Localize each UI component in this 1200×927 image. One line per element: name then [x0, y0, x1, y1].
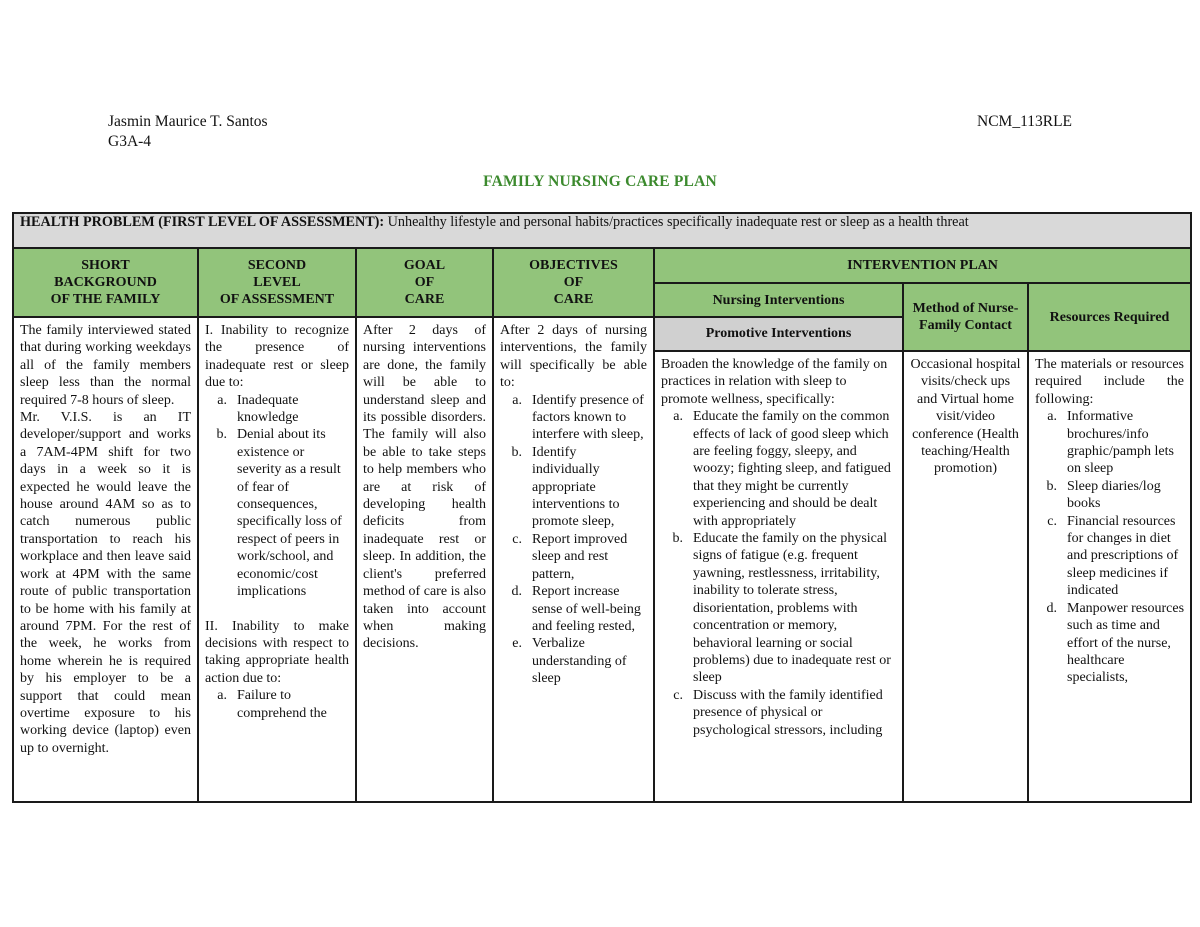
health-problem-label: HEALTH PROBLEM (FIRST LEVEL OF ASSESSMENT): [20, 214, 385, 230]
resources-cell [1028, 351, 1191, 802]
col-header-objectives-line: OBJECTIVES [529, 258, 618, 273]
col-header-objectives-line: OF [563, 275, 584, 290]
col-header-goal-line: GOAL [403, 258, 446, 273]
resources-list [1035, 408, 1184, 687]
list-text: Financial resources for changes in diet and prescriptions of sleep medicines if indicated [1067, 513, 1179, 599]
objectives-intro: After 2 days of nursing interventions, the family will specifically be able to: [500, 323, 647, 391]
col-header-nursing-interventions: Nursing Interventions [654, 283, 903, 317]
list-item [661, 687, 896, 739]
second-level-cell [198, 317, 356, 802]
resources-intro: The materials or resources required include the following: [1035, 357, 1185, 407]
list-text: Manpower resources such as time and effort of the nurse, healthcare specialists, [1067, 600, 1185, 686]
list-text: Identify presence of factors known to interfere with sleep, [532, 392, 644, 443]
list-marker: b. [672, 531, 683, 547]
list-item [205, 687, 349, 722]
list-item [1035, 478, 1184, 513]
promotive-interventions-header: Promotive Interventions [654, 317, 903, 351]
list-marker: b. [1046, 478, 1057, 494]
list-marker: a. [512, 392, 522, 408]
second-level-item1-list [205, 392, 349, 601]
col-header-second-level-line: SECOND [247, 258, 307, 273]
second-level-item2-list [205, 687, 349, 722]
list-text: Identify individually appropriate interventions to promote sleep, [532, 444, 620, 530]
goal-cell: After 2 days of nursing interventions are done, the family will be able to understand sleep and its possible disorders. The family will also be able to take steps to help members who are at risk of developing health deficits from inadequate rest or sleep. In addition, the client's preferred method of care is also taken into account when making decisions. [356, 317, 493, 802]
list-text: Educate the family on the common effects of lack of good sleep which are feeling foggy, sleepy, and woozy; fighting sleep, and fatigued that they might be currently experiencing and should be dealt with appropriately [693, 409, 891, 529]
list-marker: a. [217, 688, 227, 704]
list-marker: b. [511, 444, 522, 460]
list-item [1035, 600, 1184, 687]
col-header-resources: Resources Required [1028, 283, 1191, 351]
background-paragraph: The family interviewed stated that during working weekdays all of the family members sleep less than the normal required 7-8 hours of sleep. [20, 323, 191, 408]
objectives-cell [493, 317, 654, 802]
method-cell: Occasional hospital visits/check ups and Virtual home visit/video conference (Health teaching/Health promotion) [903, 351, 1028, 802]
list-text: Informative brochures/info graphic/pamph lets on sleep [1067, 409, 1174, 477]
col-header-second-level-line: LEVEL [253, 275, 301, 290]
list-text: Educate the family on the physical signs of fatigue (e.g. frequent yawning, restlessness, irritability, inability to tolerate stress, disorientation, problems with concentration or memory, behavioral learning or social problems) due to inadequate rest or sleep [693, 531, 891, 686]
list-text: Denial about its existence or severity as a result of fear of consequences, specifically loss of respect of peers in work/school, and economic/cost implications [237, 427, 342, 600]
col-header-background [13, 248, 198, 317]
nursing-interventions-intro: Broaden the knowledge of the family on practices in relation with sleep to promote wellness, specifically: [661, 357, 888, 407]
col-header-second-level [198, 248, 356, 317]
list-marker: a. [1047, 409, 1057, 425]
list-text: Report improved sleep and rest pattern, [532, 531, 628, 582]
list-item [500, 392, 647, 444]
list-marker: c. [1047, 513, 1057, 529]
background-cell [13, 317, 198, 802]
list-text: Discuss with the family identified presence of physical or psychological stressors, including [693, 687, 883, 738]
list-marker: c. [673, 687, 683, 703]
col-header-method: Method of Nurse-Family Contact [903, 283, 1028, 351]
second-level-item2-intro: II. Inability to make decisions with respect to taking appropriate health action due to: [205, 618, 349, 686]
objectives-list [500, 392, 647, 688]
col-header-background-line: SHORT [81, 258, 130, 273]
list-text: Failure to comprehend the [237, 688, 327, 721]
list-marker: a. [673, 409, 683, 425]
list-text: Verbalize understanding of sleep [532, 636, 627, 687]
list-marker: c. [512, 531, 522, 547]
col-header-background-line: BACKGROUND [54, 275, 157, 290]
second-level-item1-intro: I. Inability to recognize the presence of inadequate rest or sleep due to: [205, 323, 349, 391]
student-section: G3A-4 [108, 133, 152, 150]
list-item [661, 408, 896, 530]
list-item [500, 444, 647, 531]
list-marker: d. [511, 584, 522, 600]
list-item [205, 392, 349, 427]
health-problem-row [13, 213, 1191, 248]
list-item [1035, 513, 1184, 600]
col-header-objectives [493, 248, 654, 317]
document-title: FAMILY NURSING CARE PLAN [483, 173, 717, 190]
list-marker: a. [217, 392, 227, 408]
col-header-goal [356, 248, 493, 317]
list-item [661, 530, 896, 687]
care-plan-table [12, 212, 1192, 803]
list-item [205, 426, 349, 600]
list-text: Inadequate knowledge [237, 392, 299, 426]
col-header-goal-line: OF [414, 275, 435, 290]
list-item [500, 531, 647, 583]
list-item [500, 583, 647, 635]
list-marker: b. [216, 427, 227, 443]
list-marker: e. [512, 636, 522, 652]
col-header-objectives-line: CARE [553, 292, 594, 307]
list-text: Report increase sense of well-being and feeling rested, [532, 584, 641, 634]
student-name: Jasmin Maurice T. Santos [108, 113, 268, 130]
student-info [108, 112, 268, 152]
list-item [500, 635, 647, 687]
col-header-second-level-line: OF ASSESSMENT [219, 292, 335, 307]
list-marker: d. [1046, 600, 1057, 616]
course-code: NCM_113RLE [977, 113, 1073, 130]
list-item [1035, 408, 1184, 478]
col-header-goal-line: CARE [404, 292, 445, 307]
nursing-interventions-cell [654, 351, 903, 802]
list-text: Sleep diaries/log books [1067, 478, 1161, 512]
col-header-intervention-plan: INTERVENTION PLAN [654, 248, 1191, 283]
background-paragraph: Mr. V.I.S. is an IT developer/support and works a 7AM-4PM shift for two days in a week so it is expected he would leave the house around 4AM so as to catch numerous public transportation to reach his workplace and then leave said work at 4PM with the same route of public transportation to be home with his family at around 7PM. For the rest of the week, he works from home wherein he is required by his employer to be a support that could mean overtime exposure to his working device (laptop) even up to overnight. [20, 410, 191, 756]
health-problem-text: Unhealthy lifestyle and personal habits/practices specifically inadequate rest or sleep as a health threat [387, 214, 969, 230]
col-header-background-line: OF THE FAMILY [50, 292, 161, 307]
nursing-interventions-list [661, 408, 896, 739]
